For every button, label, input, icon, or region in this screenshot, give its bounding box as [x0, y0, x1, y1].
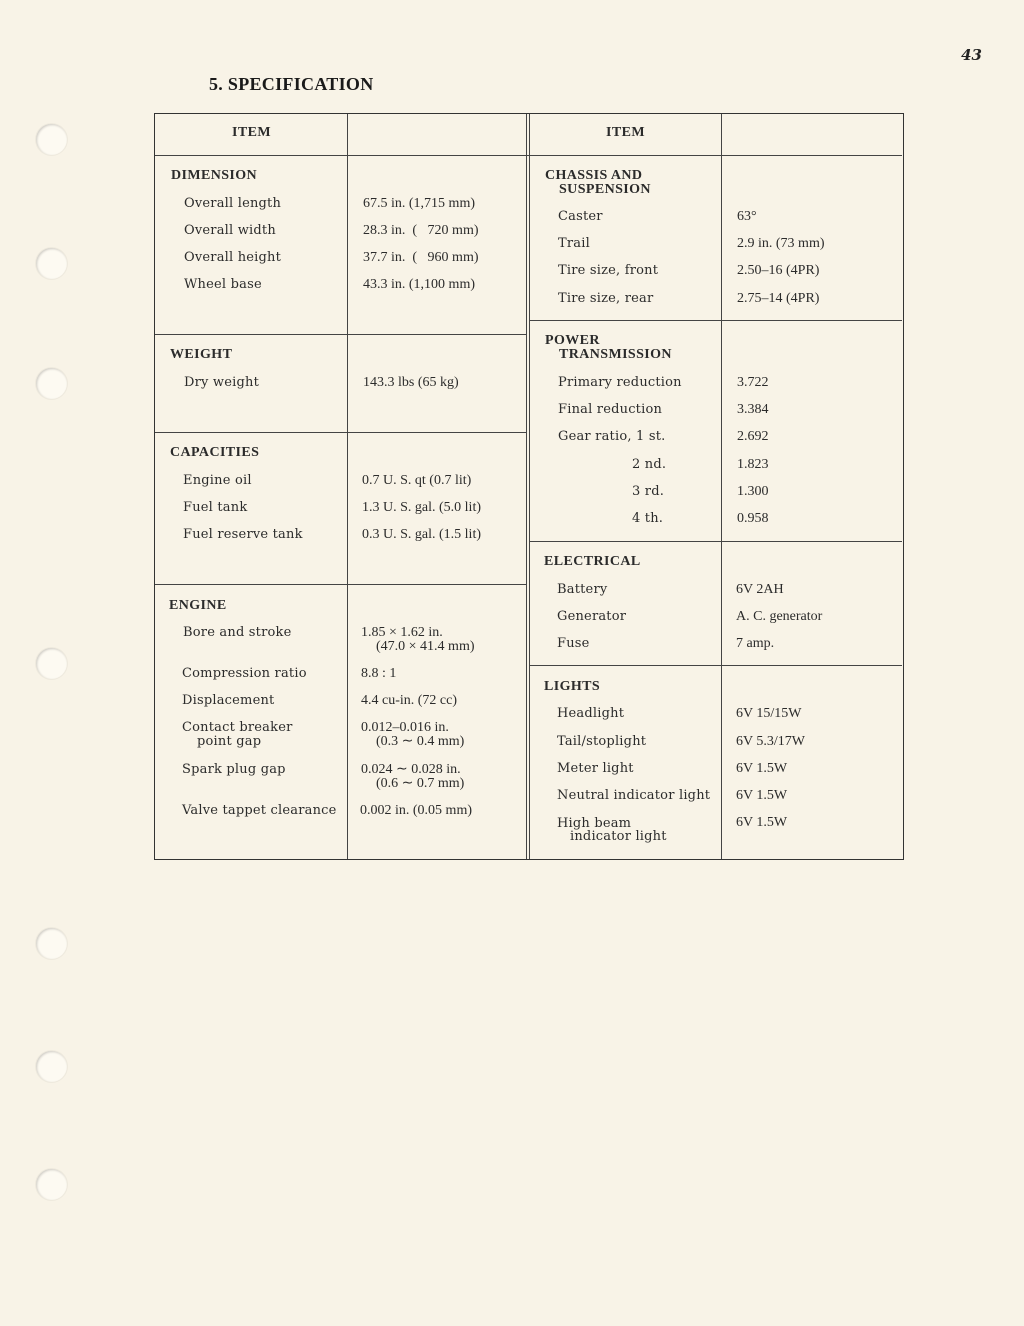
- spec-value: 0.012–0.016 in.: [361, 720, 449, 735]
- spec-value: 1.3 U. S. gal. (5.0 lit): [362, 500, 481, 515]
- spec-value: (0.3 ∼ 0.4 mm): [376, 734, 465, 749]
- spec-label: Bore and stroke: [183, 625, 292, 640]
- row-divider: [155, 584, 526, 585]
- spec-label: Compression ratio: [182, 666, 307, 681]
- row-divider: [530, 665, 902, 666]
- spec-label: Displacement: [182, 693, 275, 708]
- spec-value: 0.024 ∼ 0.028 in.: [361, 762, 461, 777]
- row-divider: [155, 334, 526, 335]
- spec-value: (47.0 × 41.4 mm): [376, 639, 475, 654]
- spec-label: Generator: [557, 609, 627, 624]
- punch-hole: [36, 248, 67, 279]
- right-column-divider: [721, 114, 722, 859]
- section-heading-chassis: SUSPENSION: [559, 182, 651, 197]
- spec-value: 143.3 lbs (65 kg): [363, 375, 459, 390]
- row-divider: [530, 541, 902, 542]
- spec-value: 0.7 U. S. qt (0.7 lit): [362, 473, 472, 488]
- punch-hole: [36, 648, 67, 679]
- page-number: 43: [961, 46, 982, 64]
- spec-value: 2.692: [737, 429, 769, 444]
- spec-label: Engine oil: [183, 473, 252, 488]
- section-title: 5. SPECIFICATION: [209, 74, 374, 94]
- row-divider: [530, 320, 902, 321]
- section-heading-electrical: ELECTRICAL: [544, 554, 641, 569]
- spec-value: 43.3 in. (1,100 mm): [363, 277, 475, 292]
- spec-label: Fuel reserve tank: [183, 527, 303, 542]
- spec-label: Valve tappet clearance: [182, 803, 337, 818]
- spec-label: Primary reduction: [558, 375, 682, 390]
- spec-label: 2 nd.: [632, 457, 667, 472]
- punch-hole: [36, 1051, 67, 1082]
- spec-label: Overall length: [184, 196, 282, 211]
- spec-value: 6V 5.3/17W: [736, 734, 805, 749]
- spec-label: Tail/stoplight: [557, 734, 647, 749]
- spec-label: Tire size, rear: [558, 291, 654, 306]
- section-heading-weight: WEIGHT: [170, 347, 233, 362]
- spec-value: 3.384: [737, 402, 769, 417]
- left-item-header: ITEM: [232, 125, 271, 140]
- spec-label: Trail: [558, 236, 590, 251]
- spec-label: High beam: [557, 816, 632, 831]
- spec-value: 63°: [737, 209, 757, 224]
- right-item-header: ITEM: [606, 125, 645, 140]
- spec-label: Overall height: [184, 250, 282, 265]
- spec-value: 28.3 in. ( 720 mm): [363, 223, 479, 238]
- spec-value: 0.002 in. (0.05 mm): [360, 803, 472, 818]
- spec-label: 4 th.: [632, 511, 664, 526]
- section-heading-chassis: CHASSIS AND: [545, 168, 643, 183]
- spec-label: indicator light: [570, 829, 667, 844]
- spec-value: 67.5 in. (1,715 mm): [363, 196, 475, 211]
- spec-label: Headlight: [557, 706, 625, 721]
- spec-value: 2.75–14 (4PR): [737, 291, 820, 306]
- spec-label: Overall width: [184, 223, 276, 238]
- spec-value: 4.4 cu-in. (72 cc): [361, 693, 458, 708]
- spec-value: 6V 1.5W: [736, 815, 788, 830]
- spec-value: 8.8 : 1: [361, 666, 397, 681]
- spec-label: Caster: [558, 209, 603, 224]
- spec-label: Tire size, front: [558, 263, 659, 278]
- spec-label: Contact breaker: [182, 720, 293, 735]
- spec-value: 7 amp.: [736, 636, 775, 651]
- section-heading-capacities: CAPACITIES: [170, 445, 260, 460]
- punch-hole: [36, 928, 67, 959]
- spec-value: (0.6 ∼ 0.7 mm): [376, 776, 465, 791]
- section-heading-dimension: DIMENSION: [171, 168, 258, 183]
- spec-value: 6V 1.5W: [736, 761, 788, 776]
- section-heading-power: POWER: [545, 333, 600, 348]
- row-divider: [155, 432, 526, 433]
- left-column-divider: [347, 114, 348, 859]
- center-divider: [529, 114, 530, 859]
- spec-value: 2.9 in. (73 mm): [737, 236, 825, 251]
- spec-value: A. C. generator: [736, 609, 823, 624]
- spec-label: Final reduction: [558, 402, 663, 417]
- punch-hole: [36, 1169, 67, 1200]
- spec-label: Fuse: [557, 636, 590, 651]
- spec-label: point gap: [197, 734, 262, 749]
- section-heading-engine: ENGINE: [169, 598, 227, 613]
- spec-label: Neutral indicator light: [557, 788, 711, 803]
- spec-label: Spark plug gap: [182, 762, 286, 777]
- spec-label: Fuel tank: [183, 500, 248, 515]
- spec-value: 2.50–16 (4PR): [737, 263, 820, 278]
- spec-label: Wheel base: [184, 277, 262, 292]
- spec-value: 0.958: [737, 511, 769, 526]
- spec-value: 0.3 U. S. gal. (1.5 lit): [362, 527, 481, 542]
- section-heading-power: TRANSMISSION: [559, 347, 672, 362]
- section-heading-lights: LIGHTS: [544, 679, 601, 694]
- spec-label: Meter light: [557, 761, 634, 776]
- center-divider: [526, 114, 527, 859]
- spec-value: 1.823: [737, 457, 769, 472]
- spec-value: 1.85 × 1.62 in.: [361, 625, 443, 640]
- spec-value: 3.722: [737, 375, 769, 390]
- spec-label: Dry weight: [184, 375, 260, 390]
- punch-hole: [36, 124, 67, 155]
- spec-value: 1.300: [737, 484, 769, 499]
- spec-label: Gear ratio, 1 st.: [558, 429, 666, 444]
- spec-label: Battery: [557, 582, 608, 597]
- spec-label: 3 rd.: [632, 484, 665, 499]
- punch-hole: [36, 368, 67, 399]
- spec-value: 37.7 in. ( 960 mm): [363, 250, 479, 265]
- spec-value: 6V 15/15W: [736, 706, 802, 721]
- spec-value: 6V 2AH: [736, 582, 784, 597]
- spec-value: 6V 1.5W: [736, 788, 788, 803]
